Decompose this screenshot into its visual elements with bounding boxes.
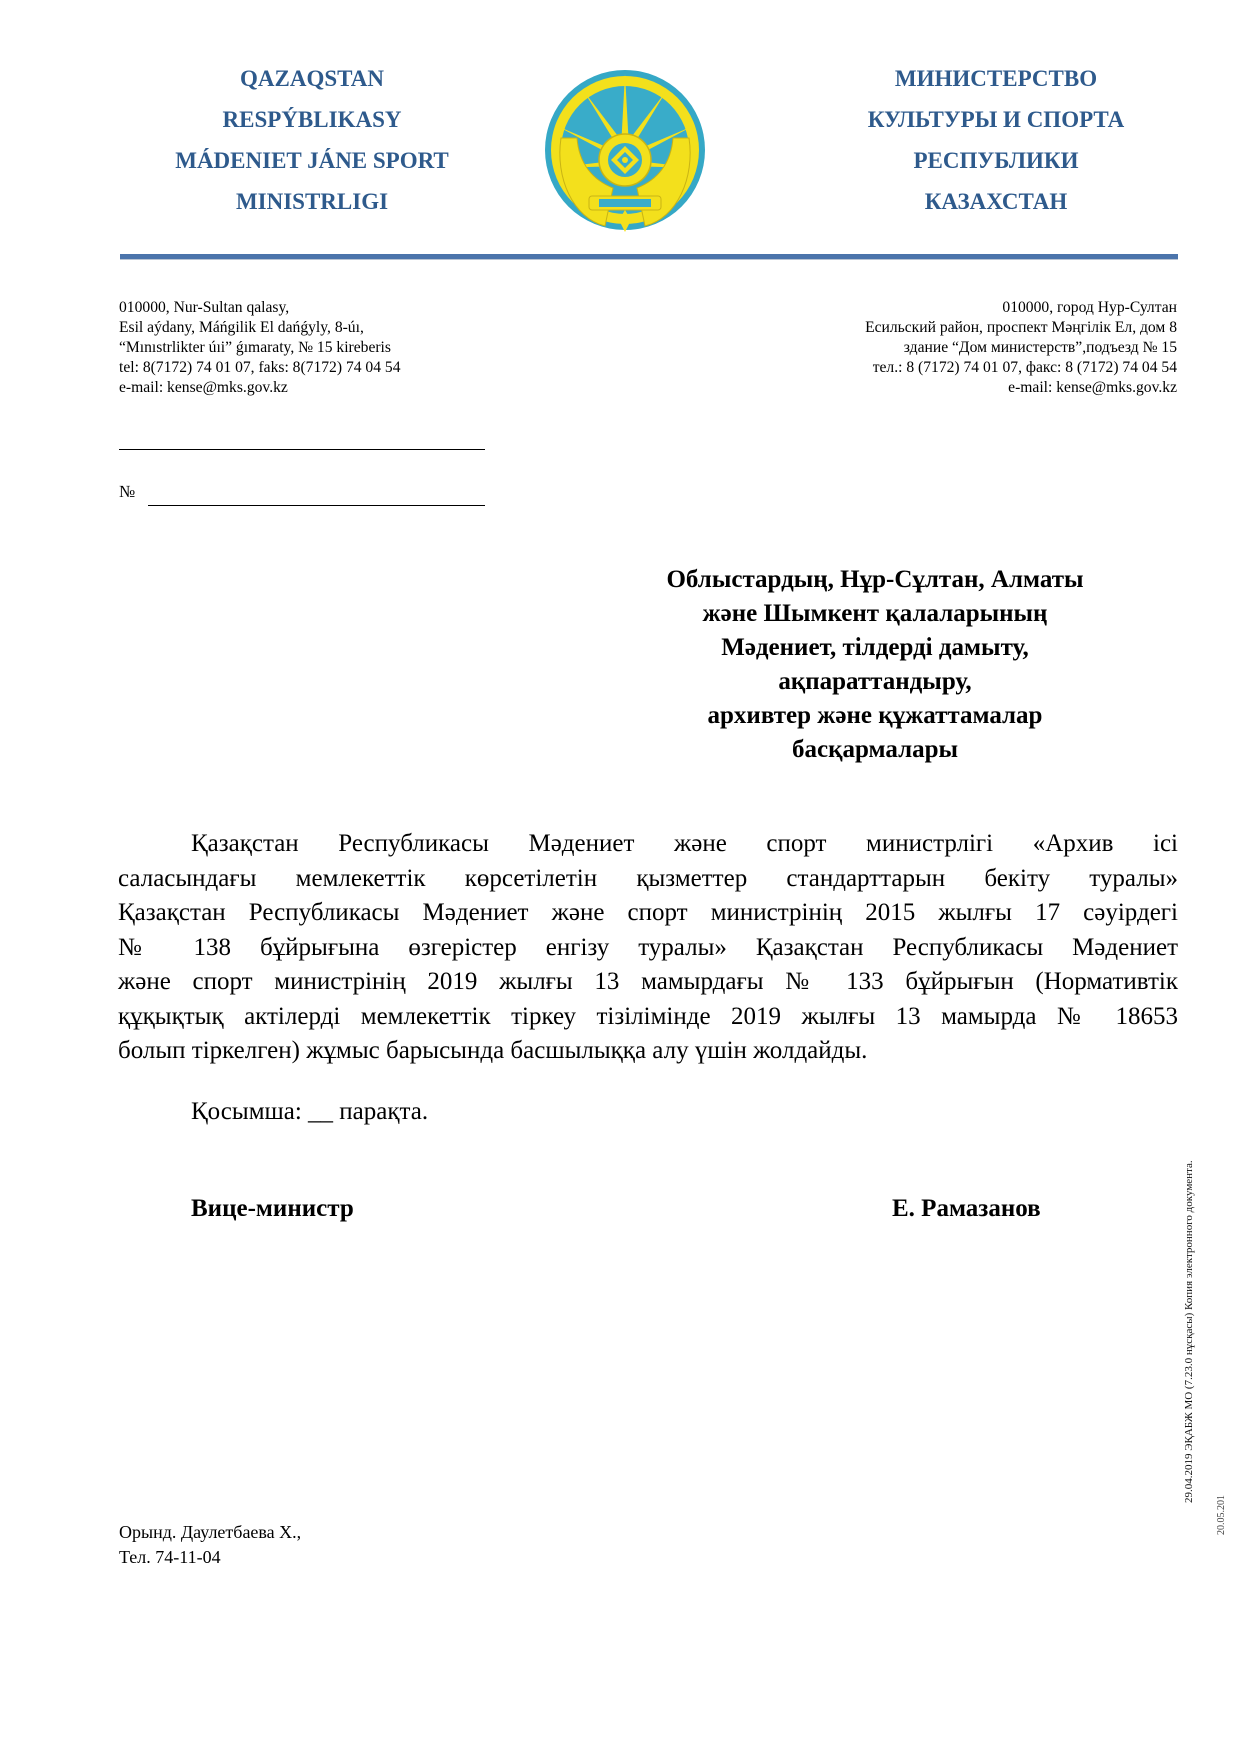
header-kazakh-title <box>122 58 502 222</box>
address-line: 010000, город Нур-Султан <box>1002 299 1177 316</box>
address-kazakh <box>119 298 401 398</box>
body-line: болып тіркелген) жұмыс барысында басшылыққа алу үшін жолдайды. <box>118 1037 868 1064</box>
electronic-document-stamp: 29.04.2019 ЭҚАБЖ МО (7.23.0 нұсқасы) Копия электронного документа. <box>1183 1160 1195 1503</box>
body-line: құқықтық актілерді мемлекеттік тіркеу тізілімінде 2019 жылғы 13 мамырда № 18653 <box>118 1002 1178 1030</box>
header-right-line: КАЗАХСТАН <box>924 189 1068 214</box>
address-russian <box>865 298 1177 398</box>
kazakhstan-state-emblem-icon <box>543 68 707 238</box>
recipient-line: Мәдениет, тілдерді дамыту, <box>721 634 1029 661</box>
body-line: Қазақстан Республикасы Мәдениет және спорт министрінің 2015 жылғы 17 сәуірдегі <box>118 899 1178 926</box>
address-line: e-mail: kense@mks.gov.kz <box>119 379 288 396</box>
recipient-line: басқармалары <box>791 736 959 763</box>
address-line: e-mail: kense@mks.gov.kz <box>1008 379 1177 396</box>
header-right-line: КУЛЬТУРЫ И СПОРТА <box>867 107 1125 132</box>
body-line: Қазақстан Республикасы Мәдениет және спорт министрлігі «Архив ісі <box>191 830 1178 857</box>
recipient-line: Облыстардың, Нұр-Сұлтан, Алматы <box>666 566 1084 593</box>
attachment-note: Қосымша: __ парақта. <box>191 1098 429 1125</box>
body-line: және спорт министрінің 2019 жылғы 13 мамырдағы № 133 бұйрығын (Нормативтік <box>118 968 1178 995</box>
recipient-block <box>620 563 1130 767</box>
recipient-line: архивтер және құжаттамалар <box>707 702 1043 729</box>
signer-name: Е. Рамазанов <box>892 1195 1041 1222</box>
header-left-line: QAZAQSTAN <box>240 66 384 91</box>
header-left-line: RESPÝBLIKASY <box>222 107 402 132</box>
address-line: здание “Дом министерств”,подъезд № 15 <box>903 339 1177 356</box>
body-line: № 138 бұйрығына өзгерістер енгізу туралы» Қазақстан Республикасы Мәдениет <box>118 933 1178 961</box>
header-left-line: MINISTRLIGI <box>235 189 389 214</box>
address-line: тел.: 8 (7172) 74 01 07, факс: 8 (7172) 74 04 54 <box>872 359 1177 376</box>
header-right-line: РЕСПУБЛИКИ <box>913 148 1079 173</box>
signer-title: Вице-министр <box>191 1195 354 1222</box>
recipient-line: және Шымкент қалаларының <box>702 600 1048 627</box>
registration-number-sign: № <box>119 482 136 501</box>
header-russian-title <box>806 58 1186 222</box>
header-right-line: МИНИСТЕРСТВО <box>894 66 1098 91</box>
body-line: саласындағы мемлекеттік көрсетілетін қызметтер стандарттарын бекіту туралы» <box>118 864 1178 892</box>
header-divider-shadow <box>120 259 1178 260</box>
executor-block <box>119 1520 301 1570</box>
address-line: Есильский район, проспект Мәңгілік Ел, дом 8 <box>865 319 1177 336</box>
header-left-line: MÁDENIET JÁNE SPORT <box>175 148 449 173</box>
electronic-document-stamp-fragment: 20.05.201 <box>1216 1495 1227 1535</box>
recipient-line: ақпараттандыру, <box>778 668 972 695</box>
executor-phone: Тел. 74-11-04 <box>119 1547 221 1567</box>
registration-date-line <box>119 449 485 450</box>
executor-name: Орынд. Даулетбаева Х., <box>119 1522 302 1542</box>
address-line: 010000, Nur-Sultan qalasy, <box>119 299 290 316</box>
address-line: Esil aýdany, Máńgilik El dańǵyly, 8-úı, <box>119 319 364 336</box>
registration-number-line <box>148 505 485 506</box>
address-line: “Mınıstrlikter úıi” ǵımaraty, № 15 kireberis <box>119 339 391 356</box>
letter-body <box>118 827 1178 1069</box>
address-line: tel: 8(7172) 74 01 07, faks: 8(7172) 74 04 54 <box>119 359 401 376</box>
